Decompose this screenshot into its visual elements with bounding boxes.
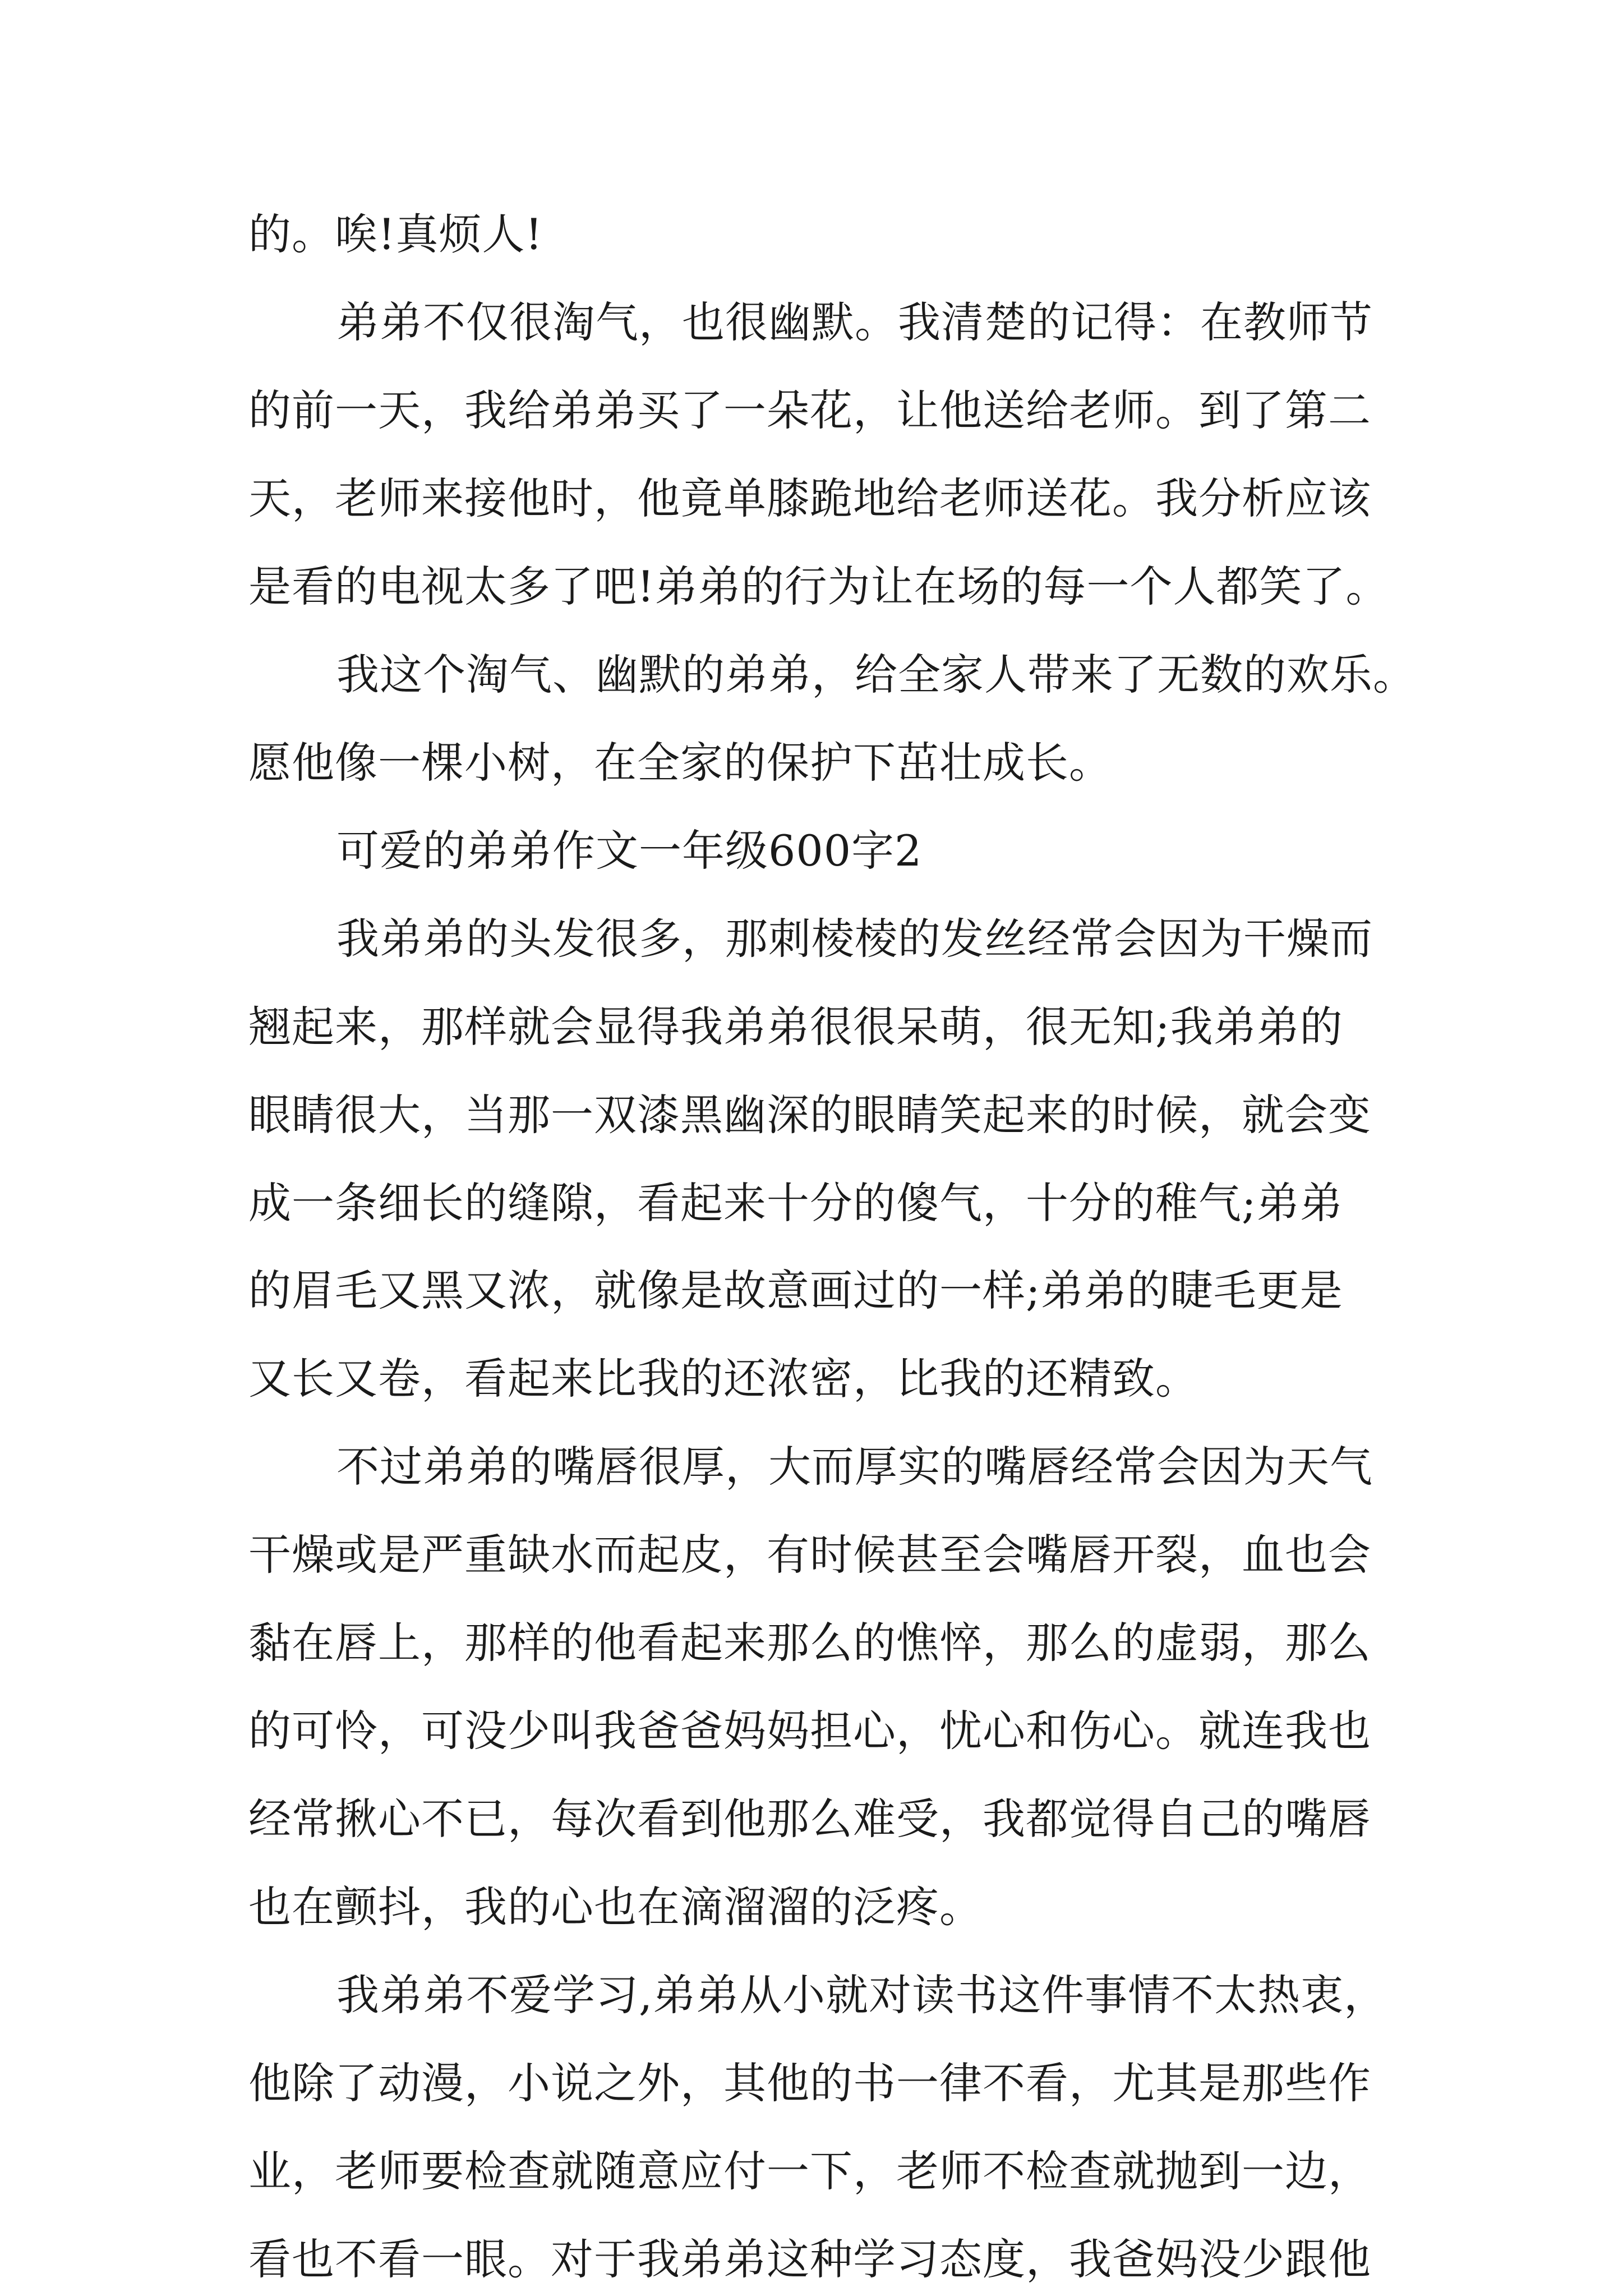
text-line: 我弟弟的头发很多，那刺棱棱的发丝经常会因为干燥而 [336,914,1373,964]
text-line: 眼睛很大，当那一双漆黑幽深的眼睛笑起来的时候，就会变 [248,1090,1371,1140]
text-line: 翘起来，那样就会显得我弟弟很很呆萌，很无知;我弟弟的 [248,1002,1343,1052]
text-line: 天，老师来接他时，他竟单膝跪地给老师送花。我分析应该 [248,473,1371,523]
text-line: 黏在唇上，那样的他看起来那么的憔悴，那么的虚弱，那么 [248,1618,1371,1668]
text-line: 的可怜，可没少叫我爸爸妈妈担心，忧心和伤心。就连我也 [248,1706,1371,1756]
text-line: 不过弟弟的嘴唇很厚，大而厚实的嘴唇经常会因为天气 [336,1442,1373,1492]
text-line: 又长又卷，看起来比我的还浓密，比我的还精致。 [248,1354,1198,1404]
text-line: 愿他像一棵小树，在全家的保护下茁壮成长。 [248,738,1112,788]
text-line: 的。唉!真烦人! [248,209,543,259]
text-line: 的前一天，我给弟弟买了一朵花，让他送给老师。到了第二 [248,385,1371,435]
text-line: 成一条细长的缝隙，看起来十分的傻气，十分的稚气;弟弟 [248,1178,1343,1228]
text-line: 弟弟不仅很淘气，也很幽默。我清楚的记得：在教师节 [336,297,1373,347]
text-line: 的眉毛又黑又浓，就像是故意画过的一样;弟弟的睫毛更是 [248,1266,1343,1315]
section-heading: 可爱的弟弟作文一年级600字2 [336,826,923,876]
text-line: 看也不看一眼。对于我弟弟这种学习态度，我爸妈没少跟他 [248,2234,1371,2284]
text-line: 他除了动漫，小说之外，其他的书一律不看，尤其是那些作 [248,2058,1371,2108]
text-line: 经常揪心不已，每次看到他那么难受，我都觉得自己的嘴唇 [248,1794,1371,1844]
text-line: 我弟弟不爱学习,弟弟从小就对读书这件事情不太热衷， [336,1970,1387,2020]
text-line: 干燥或是严重缺水而起皮，有时候甚至会嘴唇开裂，血也会 [248,1530,1371,1580]
text-line: 也在颤抖，我的心也在滴溜溜的泛疼。 [248,1882,983,1932]
text-line: 是看的电视太多了吧!弟弟的行为让在场的每一个人都笑了。 [248,562,1389,611]
text-line: 业，老师要检查就随意应付一下，老师不检查就抛到一边， [248,2146,1371,2196]
text-line: 我这个淘气、幽默的弟弟，给全家人带来了无数的欢乐。 [336,650,1416,700]
